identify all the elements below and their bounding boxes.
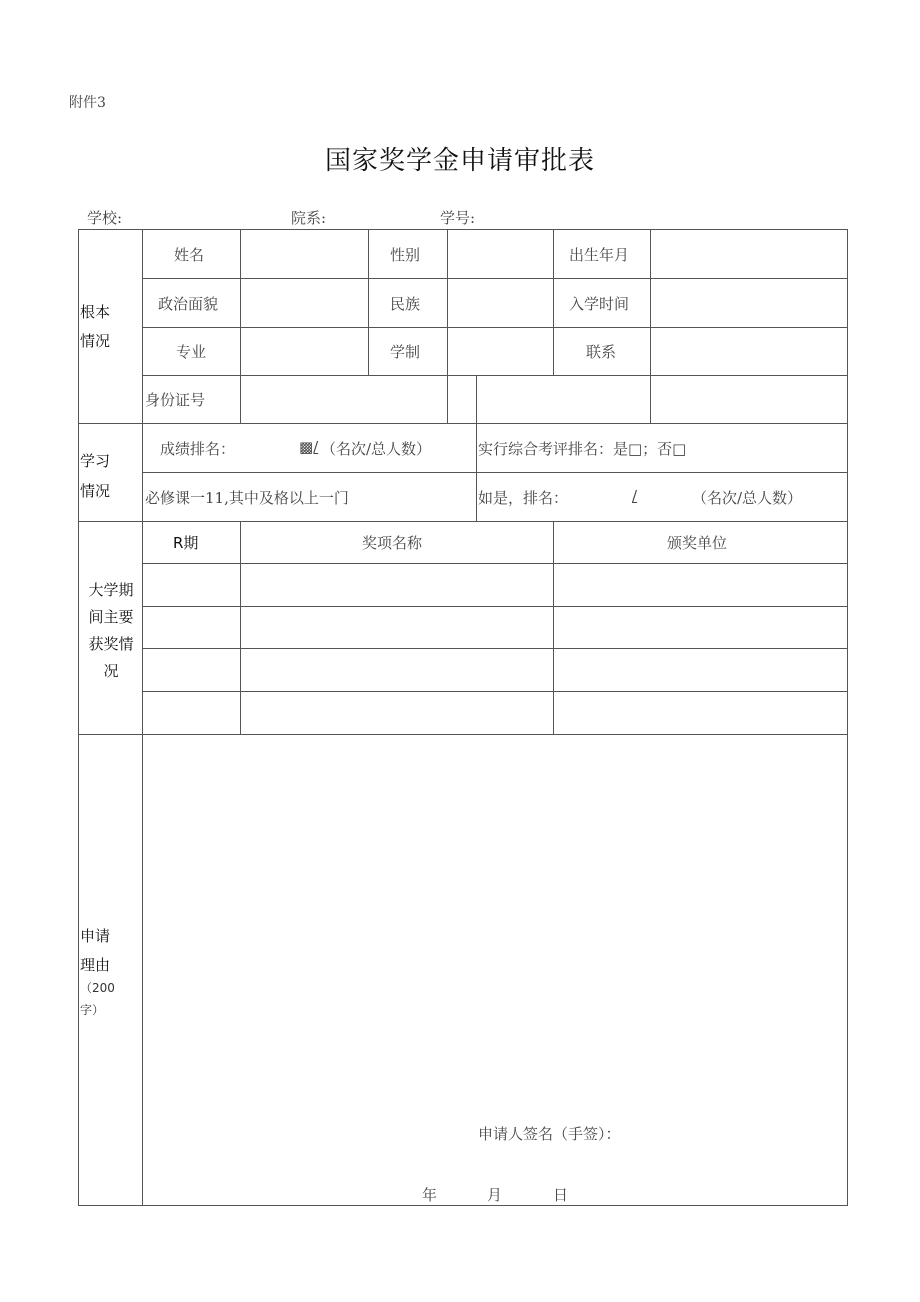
if-yes-rank-label: 如是，排名： (478, 489, 569, 507)
school-label: 学校: (87, 209, 123, 227)
award-date-header: R期 (173, 534, 199, 552)
section-awards: 大学期间主要获奖情况 (88, 581, 134, 680)
name-label: 姓名 (174, 246, 205, 264)
date-year-label: 年 (422, 1186, 438, 1204)
required-courses-text: 必修课一11,其中及格以上一门 (145, 489, 349, 507)
birth-label: 出生年月 (569, 246, 630, 264)
grade-rank-label: 成绩排名： (160, 440, 236, 458)
department-label: 院系: (291, 209, 327, 227)
if-yes-rank-value: / (632, 487, 638, 505)
date-day-label: 日 (553, 1186, 569, 1204)
duration-label: 学制 (390, 343, 421, 361)
rank-unit-label-2: （名次/总人数） (692, 489, 803, 507)
reason-word-limit: （200字） (80, 981, 115, 1017)
applicant-signature-label: 申请人签名（手签）： (478, 1125, 621, 1143)
rank-unit-label: （名次/总人数） (321, 440, 432, 458)
date-month-label: 月 (487, 1186, 503, 1204)
award-issuer-header: 颁奖单位 (667, 534, 728, 552)
section-study: 学习情况 (80, 452, 111, 500)
enrollment-date-label: 入学时间 (569, 295, 630, 313)
section-reason: 申请理由 (80, 927, 111, 974)
contact-label: 联系 (586, 343, 617, 361)
comprehensive-rank-label: 实行综合考评排名：是□；否□ (478, 440, 687, 458)
political-status-label: 政治面貌 (158, 295, 219, 313)
grade-rank-value: ▩/ (299, 438, 319, 456)
award-name-header: 奖项名称 (362, 534, 423, 552)
attachment-label: 附件3 (69, 95, 106, 111)
gender-label: 性别 (390, 246, 421, 264)
section-basic-info: 根本情况 (80, 303, 111, 350)
page-title: 国家奖学金申请审批表 (324, 146, 595, 176)
id-number-label: 身份证号 (145, 391, 206, 409)
student-id-label: 学号: (440, 209, 476, 227)
major-label: 专业 (176, 343, 207, 361)
ethnicity-label: 民族 (390, 295, 421, 313)
